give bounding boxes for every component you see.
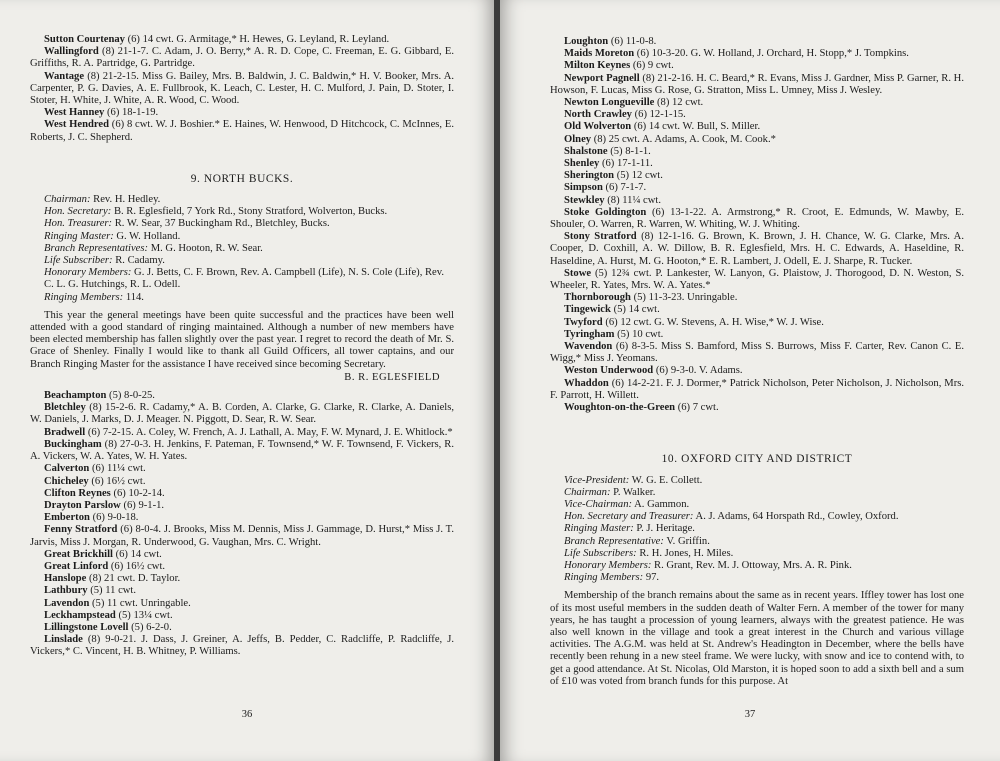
tower-entry: Chicheley (6) 16½ cwt. <box>44 475 146 487</box>
tower-entry: Fenny Stratford (6) 8-0-4. J. Brooks, Miss M. Dennis, Miss J. Gammage, D. Hurst,* Miss J. T. Jarvis, Miss J. Morgan, R. Underwood, G. Vaughan, Mrs. C. Wright. <box>30 524 454 548</box>
left-page <box>0 0 494 761</box>
officer-line: Ringing Members: 114. <box>44 291 144 303</box>
tower-entry: Wavendon (6) 8-3-5. Miss S. Bamford, Miss S. Burrows, Miss F. Carter, Rev. Canon C. E. Wigg,* Miss J. Yeomans. <box>550 341 964 365</box>
branch-report: Membership of the branch remains about the same as in recent years. Iffley tower has lost one of its most useful members in the sudden death of Walter Fern. A member of the tower for many years, he has taught a procession of young learners, always with the greatest patience. He was also well known in the village and took a great interest in the Church and various village activities. The A.G.M. was held at St. Andrew's Headington in December, where the bells have recently been rehung in a new steel frame. We were lucky, with snow and ice to contend with, to get a good attendance. At St. Nicolas, Old Marston, it is hoped soon to add a sixth bell and a sum of £10 was voted from branch funds for this purpose. At <box>550 590 964 687</box>
tower-entry: Linslade (8) 9-0-21. J. Dass, J. Greiner, A. Jeffs, B. Pedder, C. Radcliffe, P. Radcliffe, J. Vickers,* C. Vincent, H. B. Whitney, P. Williams. <box>30 634 454 658</box>
tower-entry: Stewkley (8) 11¼ cwt. <box>564 194 662 206</box>
tower-entry: Weston Underwood (6) 9-3-0. V. Adams. <box>564 365 743 377</box>
tower-list <box>550 36 964 414</box>
page-number: 37 <box>744 708 756 720</box>
tower-entry: Whaddon (6) 14-2-21. F. J. Dormer,* Patrick Nicholson, Peter Nicholson, J. Nicholson, Mrs. F. Parrott, H. Willett. <box>550 377 964 401</box>
officer-line: Branch Representatives: M. G. Hooton, R. W. Sear. <box>44 242 263 254</box>
tower-entry: Great Linford (6) 16½ cwt. <box>44 560 166 572</box>
tower-entry: Hanslope (8) 21 cwt. D. Taylor. <box>44 573 181 585</box>
tower-entry: Wallingford (8) 21-1-7. C. Adam, J. O. Berry,* A. R. D. Cope, C. Freeman, E. G. Gibbard, E. Griffiths, R. A. Partridge, G. Partridge. <box>30 46 454 70</box>
tower-entry: Buckingham (8) 27-0-3. H. Jenkins, F. Pateman, F. Townsend,* W. F. Townsend, F. Vickers, R. A. Vickers, W. A. Yates, W. H. Yates. <box>30 438 454 463</box>
tower-entry: Tingewick (5) 14 cwt. <box>564 304 660 316</box>
tower-entry: Beachampton (5) 8-0-25. <box>44 390 155 402</box>
section-title: 9. NORTH BUCKS. <box>190 172 294 185</box>
tower-entry: Simpson (6) 7-1-7. <box>564 182 647 194</box>
officer-line: Life Subscriber: R. Cadamy. <box>44 255 165 267</box>
tower-entry: Woughton-on-the-Green (6) 7 cwt. <box>564 402 719 414</box>
tower-entry: Lathbury (5) 11 cwt. <box>44 585 137 597</box>
tower-entry: Stony Stratford (8) 12-1-16. G. Brown, K. Brown, J. H. Chance, W. G. Clarke, Mrs. A. Cooper, D. Coxhill, A. W. Dillow, B. R. Eglesfield, Mrs. H. C. Edwards, A. Haseldine, R. Haseldine, A. Hurst, M. G. Hooton,* E. R. Lambert, J. Odell, E. J. Sharpe, R. Tucker. <box>550 231 964 267</box>
tower-entry: Sherington (5) 12 cwt. <box>564 170 663 182</box>
tower-entry: Lavendon (5) 11 cwt. Unringable. <box>44 597 191 609</box>
officers-list <box>550 475 964 585</box>
officer-line: Branch Representative: V. Griffin. <box>564 535 710 547</box>
tower-entry: Bletchley (8) 15-2-6. R. Cadamy,* A. B. Corden, A. Clarke, G. Clarke, R. Clarke, A. Daniels, W. Daniels, J. Marks, D. J. Meager. N. Piggott, D. Sear, R. W. Sear. <box>30 402 454 426</box>
tower-entry: West Hanney (6) 18-1-19. <box>44 107 159 119</box>
officer-line: Hon. Secretary and Treasurer: A. J. Adams, 64 Horspath Rd., Cowley, Oxford. <box>564 511 899 523</box>
officer-line: Honorary Members: R. Grant, Rev. M. J. Ottoway, Mrs. A. R. Pink. <box>564 559 852 571</box>
tower-entry: Stoke Goldington (6) 13-1-22. A. Armstrong,* R. Croot, E. Edmunds, W. Mawby, E. Shouler, O. Warren, R. Warren, W. Whiting, W. J. Whiting. <box>550 206 964 231</box>
page-number: 36 <box>241 708 253 720</box>
officer-line: Vice-President: W. G. E. Collett. <box>564 474 703 486</box>
right-page <box>500 0 1000 761</box>
tower-entry: Drayton Parslow (6) 9-1-1. <box>44 499 165 511</box>
officer-line: Vice-Chairman: A. Gammon. <box>564 498 690 510</box>
tower-entry: Shalstone (5) 8-1-1. <box>564 145 651 157</box>
officer-line: Ringing Master: P. J. Heritage. <box>564 523 695 535</box>
tower-entry: Maids Moreton (6) 10-3-20. G. W. Holland, J. Orchard, H. Stopp,* J. Tompkins. <box>564 48 909 60</box>
officer-line: Ringing Members: 97. <box>564 572 660 584</box>
tower-entry: Old Wolverton (6) 14 cwt. W. Bull, S. Miller. <box>564 121 761 133</box>
officer-line: Chairman: Rev. H. Hedley. <box>44 194 161 206</box>
tower-entry: North Crawley (6) 12-1-15. <box>564 109 686 121</box>
officer-line: Life Subscribers: R. H. Jones, H. Miles. <box>564 547 734 559</box>
tower-entry: Calverton (6) 11¼ cwt. <box>44 463 146 475</box>
tower-entry: Olney (8) 25 cwt. A. Adams, A. Cook, M. Cook.* <box>564 133 776 145</box>
tower-entry: Shenley (6) 17-1-11. <box>564 158 653 170</box>
officer-line: Hon. Treasurer: R. W. Sear, 37 Buckingham Rd., Bletchley, Bucks. <box>44 218 330 230</box>
tower-entry: Twyford (6) 12 cwt. G. W. Stevens, A. H. Wise,* W. J. Wise. <box>564 316 824 328</box>
officer-line: Chairman: P. Walker. <box>564 486 656 498</box>
tower-entry: Lillingstone Lovell (5) 6-2-0. <box>44 621 172 633</box>
tower-entry: Sutton Courtenay (6) 14 cwt. G. Armitage,* H. Hewes, G. Leyland, R. Leyland. <box>44 34 390 45</box>
tower-entry: Bradwell (6) 7-2-15. A. Coley, W. French, A. J. Lathall, A. May, F. W. Mynard, J. E. Whitlock.* <box>44 426 453 438</box>
officer-line: Hon. Secretary: B. R. Eglesfield, 7 York Rd., Stony Stratford, Wolverton, Bucks. <box>44 206 388 218</box>
officers-list <box>30 194 454 304</box>
tower-entry: Tyringham (5) 10 cwt. <box>564 328 664 340</box>
tower-entry: Milton Keynes (6) 9 cwt. <box>564 60 674 72</box>
tower-list <box>30 390 454 658</box>
officer-line: Ringing Master: G. W. Holland. <box>44 230 181 242</box>
tower-entry: Great Brickhill (6) 14 cwt. <box>44 548 162 560</box>
tower-entry: Clifton Reynes (6) 10-2-14. <box>44 487 165 499</box>
section-title: 10. OXFORD CITY AND DISTRICT <box>661 453 853 466</box>
tower-entry: Newport Pagnell (8) 21-2-16. H. C. Beard,* R. Evans, Miss J. Gardner, Miss P. Garner, R. H. Howson, F. Lucas, Miss G. Rose, G. Stratton, Miss L. Umney, Miss J. Wesley. <box>550 72 964 96</box>
tower-entry: Wantage (8) 21-2-15. Miss G. Bailey, Mrs. B. Baldwin, J. C. Baldwin,* H. V. Booker, Mrs. A. Carpenter, P. G. Davies, A. E. Fullbrook, K. Leach, C. Lester, H. C. Mulford, J. Pain, D. Stoter, I. Stoter, H. White, J. White, A. R. Wood, C. Wood. <box>30 70 454 107</box>
signature: B. R. EGLESFIELD <box>344 371 440 383</box>
tower-entry: Stowe (5) 12¾ cwt. P. Lankester, W. Lanyon, G. Plaistow, J. Thorogood, D. N. Weston, S. Wheeler, R. Yates, Mrs. W. A. Yates.* <box>550 267 964 292</box>
left-top-entries <box>30 34 454 144</box>
tower-entry: Loughton (6) 11-0-8. <box>564 36 657 47</box>
tower-entry: Thornborough (5) 11-3-23. Unringable. <box>564 292 738 304</box>
tower-entry: Emberton (6) 9-0-18. <box>44 512 139 524</box>
tower-entry: West Hendred (6) 8 cwt. W. J. Boshier.* E. Haines, W. Henwood, D Hitchcock, C. McInnes, E. Roberts, J. C. Shepherd. <box>30 119 454 143</box>
branch-report: This year the general meetings have been quite successful and the practices have been well attended with a good standard of ringing maintained. Although a number of new members have been elected membership has fallen slightly over the past year. I regret to record the death of Mr. S. Grace of Shenley. Finally I would like to thank all Guild Officers, all tower captains, and our Branch Ringing Master for the assistance I have received since becoming Secretary. <box>30 309 454 370</box>
tower-entry: Newton Longueville (8) 12 cwt. <box>564 97 704 109</box>
tower-entry: Leckhampstead (5) 13¼ cwt. <box>44 609 173 621</box>
officer-line: Honorary Members: G. J. Betts, C. F. Brown, Rev. A. Campbell (Life), N. S. Cole (Life), Rev. C. L. G. Hutchings, R. L. Odell. <box>44 267 445 291</box>
